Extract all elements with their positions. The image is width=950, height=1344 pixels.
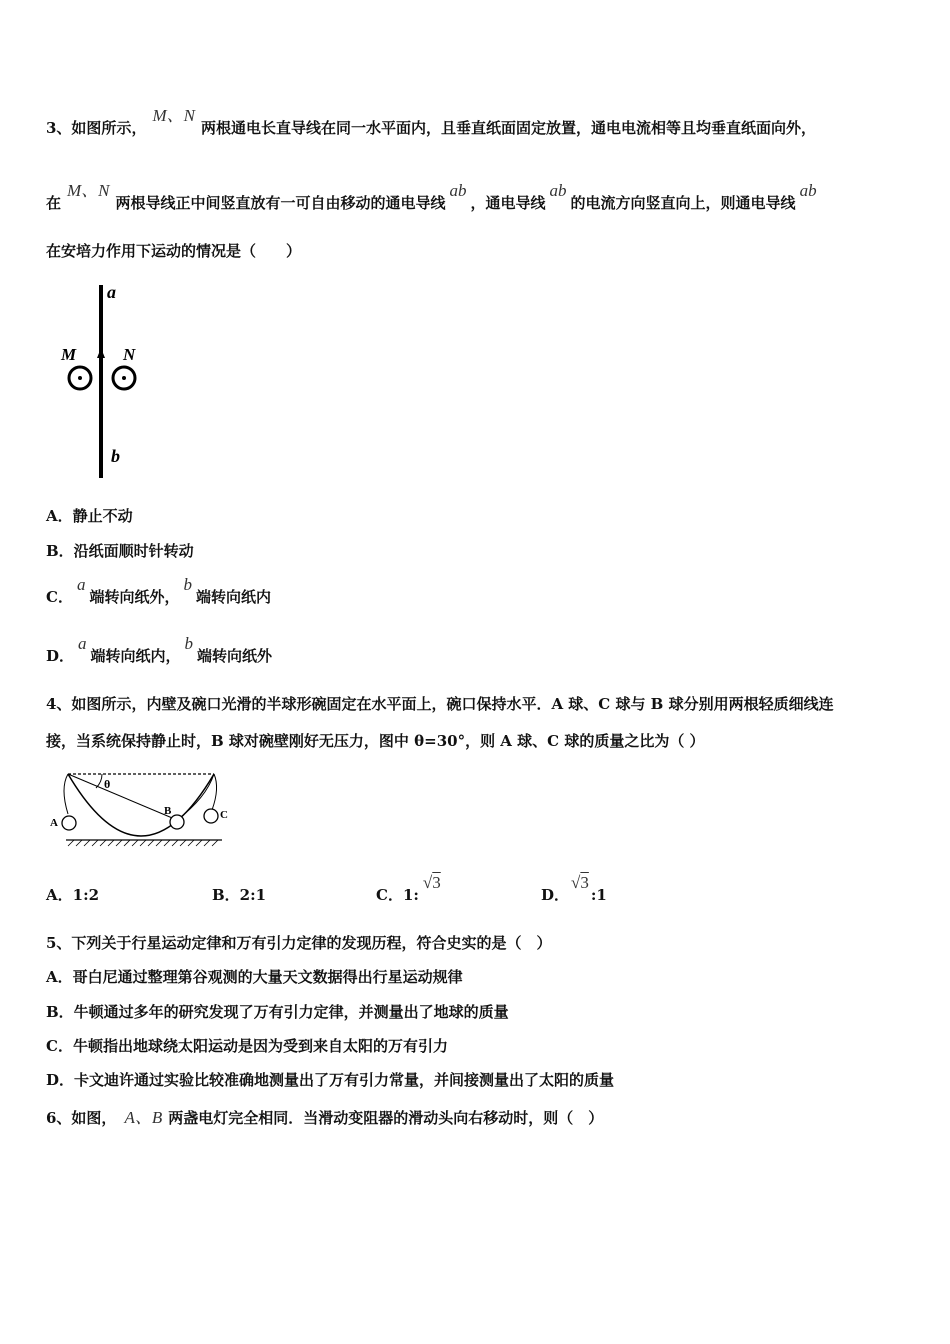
ground-hatch: [68, 840, 218, 846]
q4-line1: 4、如图所示，内壁及碗口光滑的半球形碗固定在水平面上，碗口保持水平．A 球、C 球与 B 球分别用两根轻质细线连: [46, 695, 834, 713]
q4-option-a: A．1:2: [46, 886, 100, 904]
ball-b: [170, 815, 184, 829]
label-c: C: [220, 809, 228, 821]
label-a: a: [107, 282, 116, 302]
ball-c: [204, 809, 218, 823]
label-b: b: [111, 446, 120, 466]
q5-option-b: B．牛顿通过多年的研究发现了万有引力定律，并测量出了地球的质量: [46, 1003, 509, 1021]
string-b: [68, 774, 177, 820]
math-ab: ab: [449, 181, 467, 200]
math-ab: A、B: [124, 1108, 163, 1127]
q4-line2: 接，当系统保持静止时，B 球对碗壁刚好无压力，图中 θ=30°，则 A 球、C 球的质量之比为（ ）: [46, 732, 705, 750]
q3-line2: 在M、N两根导线正中间竖直放有一可自由移动的通电导线ab，通电导线ab的电流方向竖直向上，则通电导线ab: [46, 181, 817, 212]
math-ab: ab: [799, 181, 817, 200]
q3-figure: [55, 280, 165, 490]
label-a: A: [50, 817, 58, 829]
current-arrow-icon: [97, 348, 105, 358]
sqrt-symbol: √3: [422, 873, 441, 892]
q5-option-d: D．卡文迪许通过实验比较准确地测量出了万有引力常量，并间接测量出了太阳的质量: [46, 1071, 615, 1089]
label-n: N: [123, 345, 136, 364]
q3-line3: 在安培力作用下运动的情况是（ ）: [46, 242, 302, 260]
q5-option-c: C．牛顿指出地球绕太阳运动是因为受到来自太阳的万有引力: [46, 1037, 448, 1055]
math-mn: M、N: [67, 181, 110, 200]
q3-line1: 3、如图所示，M、N两根通电长直导线在同一水平面内，且垂直纸面固定放置，通电电流相等且均垂直纸面向外，: [46, 106, 816, 137]
math-mn: M、N: [152, 106, 195, 125]
q5-option-a: A．哥白尼通过整理第谷观测的大量天文数据得出行星运动规律: [46, 968, 463, 986]
string-a: [64, 774, 68, 814]
q3-option-d: D．a端转向纸内，b端转向纸外: [46, 634, 273, 665]
label-theta: θ: [104, 777, 111, 791]
q6-stem: 6、如图， A、B 两盏电灯完全相同．当滑动变阻器的滑动头向右移动时，则（ ）: [46, 1108, 604, 1127]
q3-option-a: A．静止不动: [46, 507, 133, 525]
label-m: M: [61, 345, 77, 364]
string-c: [212, 774, 217, 810]
ball-a: [62, 816, 76, 830]
q5-stem: 5、下列关于行星运动定律和万有引力定律的发现历程，符合史实的是（ ）: [46, 934, 552, 952]
label-b: B: [164, 805, 172, 817]
q3-option-b: B．沿纸面顺时针转动: [46, 542, 194, 560]
sqrt-symbol: √3: [571, 873, 589, 892]
q3-option-c: C．a端转向纸外，b端转向纸内: [46, 575, 271, 606]
math-ab: ab: [549, 181, 567, 200]
q4-figure: [46, 768, 236, 850]
q4-option-d: D．√3:1: [541, 873, 607, 904]
q4-option-c: C．1:√3: [376, 873, 441, 904]
q4-option-b: B．2:1: [212, 886, 267, 904]
